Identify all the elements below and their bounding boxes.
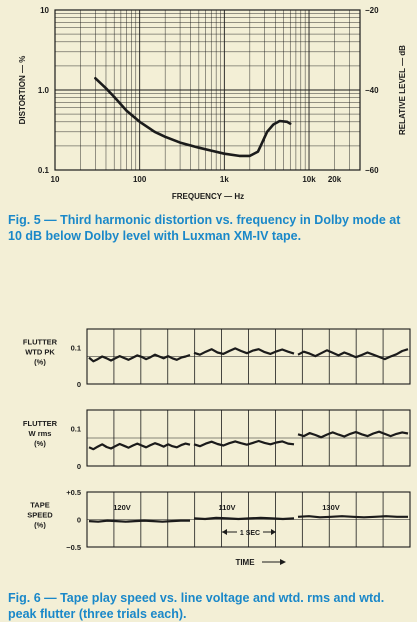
x-tick-label: 10 xyxy=(50,175,60,184)
strip-y-tick-label: +0.5 xyxy=(66,488,81,497)
strip-y-tick-label: 0.1 xyxy=(70,424,81,434)
strip-trace xyxy=(89,355,190,362)
strip-panel-label: SPEED xyxy=(27,510,53,520)
y2-tick-label: −40 xyxy=(365,86,379,95)
strip-panel-label: W rms xyxy=(28,429,52,438)
x-tick-label: 1k xyxy=(219,175,229,184)
voltage-label: 130V xyxy=(322,503,340,512)
time-scale-arrowhead xyxy=(222,529,227,535)
strip-panel-label: WTD PK xyxy=(25,347,55,357)
x-axis-label: FREQUENCY — Hz xyxy=(171,192,245,201)
strip-panel-label: FLUTTER xyxy=(22,337,58,347)
strip-trace xyxy=(298,432,408,438)
y-axis-label: DISTORTION — % xyxy=(18,55,27,125)
strip-y-tick-label: 0 xyxy=(76,462,81,471)
time-axis-arrowhead xyxy=(280,559,286,565)
strip-trace xyxy=(194,441,294,446)
strip-y-tick-label: 0 xyxy=(76,515,81,525)
figure-5-caption: Fig. 5 — Third harmonic distortion vs. frequency in Dolby mode at 10 dB below Dolby level with Luxman XM-IV tape. xyxy=(8,213,401,243)
voltage-label: 110V xyxy=(218,503,236,512)
strip-y-tick-label: 0 xyxy=(76,380,81,389)
x-tick-label: 100 xyxy=(132,175,147,184)
strip-trace xyxy=(89,521,190,522)
strip-trace xyxy=(298,516,408,517)
y-tick-label: 0.1 xyxy=(37,166,49,175)
strip-panel-label: (%) xyxy=(34,439,46,448)
strip-trace xyxy=(194,518,294,519)
strip-trace xyxy=(194,348,294,354)
y2-tick-label: −20 xyxy=(365,6,379,15)
strip-panel-label: FLUTTER xyxy=(22,419,58,428)
time-scale-label: 1 SEC xyxy=(239,530,261,537)
strip-panel-label: TAPE xyxy=(30,500,50,510)
y-tick-label: 1.0 xyxy=(37,86,49,95)
strip-panel-label: (%) xyxy=(34,520,46,530)
y-tick-label: 10 xyxy=(40,6,49,15)
strip-trace xyxy=(89,443,190,449)
strip-panel-label: (%) xyxy=(34,357,46,367)
strip-y-tick-label: −0.5 xyxy=(66,543,81,552)
y2-tick-label: −60 xyxy=(365,166,379,175)
y2-axis-label: RELATIVE LEVEL — dB xyxy=(398,45,407,135)
time-axis-label: TIME xyxy=(235,558,255,567)
voltage-label: 120V xyxy=(113,503,131,512)
strip-y-tick-label: 0.1 xyxy=(70,343,81,353)
x-tick-label: 10k xyxy=(302,175,316,184)
strip-trace xyxy=(298,349,408,359)
figure-6-caption: Fig. 6 — Tape play speed vs. line voltage and wtd. rms and wtd. peak flutter (three trials each). xyxy=(8,591,385,621)
x-tick-label: 20k xyxy=(327,175,342,184)
